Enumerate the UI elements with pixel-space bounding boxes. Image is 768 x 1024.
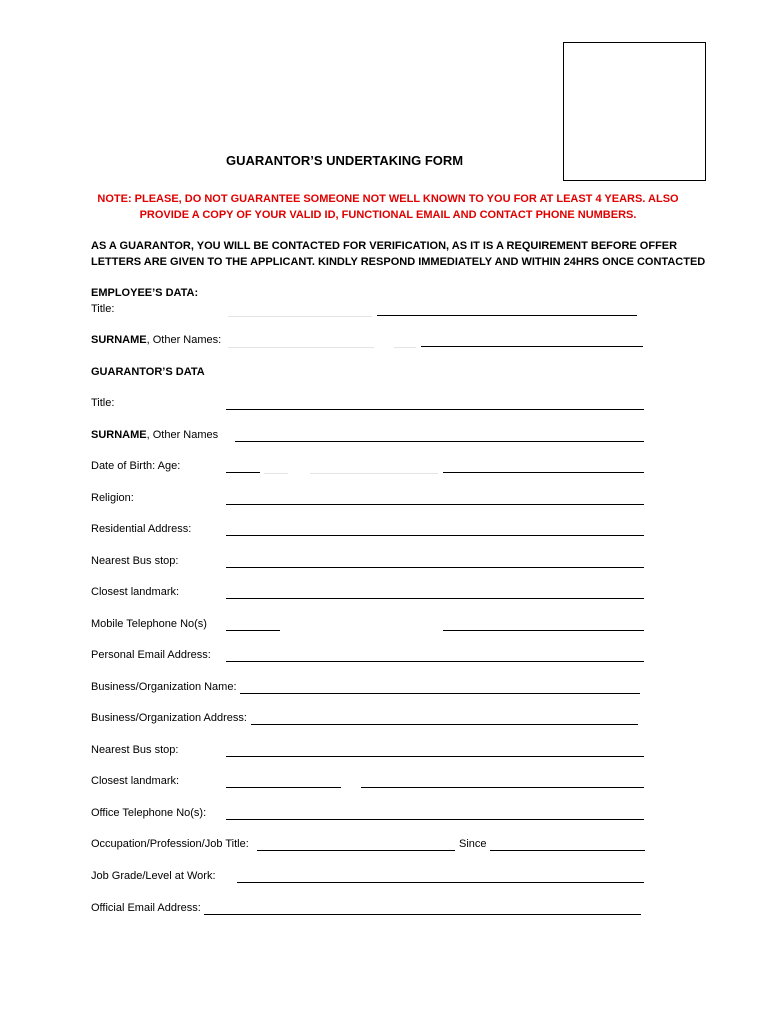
religion-field[interactable] <box>226 504 644 505</box>
guarantor-title-label: Title: <box>91 397 115 409</box>
org-name-label: Business/Organization Name: <box>91 681 237 693</box>
guarantor-surname-field[interactable] <box>235 441 644 442</box>
dob-field[interactable] <box>226 472 260 473</box>
employee-section-heading: EMPLOYEE’S DATA: <box>91 287 199 299</box>
guarantor-surname-bold: SURNAME <box>91 429 147 441</box>
intro-line-1: AS A GUARANTOR, YOU WILL BE CONTACTED FOR VERIFICATION, AS IT IS A REQUIREMENT BEFORE OFFER <box>91 240 678 252</box>
age-field[interactable] <box>443 472 644 473</box>
mobile-phone-field-1[interactable] <box>226 630 280 631</box>
religion-label: Religion: <box>91 492 134 504</box>
mobile-phone-label: Mobile Telephone No(s) <box>91 618 207 630</box>
dob-faint-line-2 <box>310 473 438 474</box>
dob-faint-line <box>264 473 288 474</box>
mobile-phone-field-2[interactable] <box>443 630 644 631</box>
nearest-bus-stop-field[interactable] <box>226 567 644 568</box>
guarantor-surname-label <box>91 429 218 441</box>
employee-title-label: Title: <box>91 303 115 315</box>
job-grade-field[interactable] <box>237 882 644 883</box>
since-label: Since <box>459 838 487 850</box>
dob-label: Date of Birth: Age: <box>91 460 181 472</box>
employee-title-faint-line <box>228 316 372 317</box>
org-name-field[interactable] <box>240 693 640 694</box>
nearest-bus-stop-label: Nearest Bus stop: <box>91 555 179 567</box>
official-email-label: Official Email Address: <box>91 902 201 914</box>
employee-surname-rest: , Other Names: <box>146 334 222 346</box>
closest-landmark-2-field-1[interactable] <box>226 787 341 788</box>
personal-email-label: Personal Email Address: <box>91 649 211 661</box>
personal-email-field[interactable] <box>226 661 644 662</box>
guarantor-surname-rest: , Other Names <box>146 429 219 441</box>
occupation-field[interactable] <box>257 850 455 851</box>
official-email-field[interactable] <box>204 914 641 915</box>
office-phone-field[interactable] <box>226 819 644 820</box>
employee-surname-faint-line <box>228 347 374 348</box>
nearest-bus-stop-2-label: Nearest Bus stop: <box>91 744 179 756</box>
employee-surname-field[interactable] <box>421 346 643 347</box>
warning-note <box>60 191 716 223</box>
org-address-field[interactable] <box>251 724 638 725</box>
warning-note-line-2: PROVIDE A COPY OF YOUR VALID ID, FUNCTIONAL EMAIL AND CONTACT PHONE NUMBERS. <box>139 209 637 221</box>
closest-landmark-field[interactable] <box>226 598 644 599</box>
since-field[interactable] <box>490 850 645 851</box>
employee-surname-faint-line-2 <box>394 347 416 348</box>
closest-landmark-label: Closest landmark: <box>91 586 180 598</box>
form-title: GUARANTOR’S UNDERTAKING FORM <box>226 153 464 168</box>
intro-text <box>91 238 705 270</box>
office-phone-label: Office Telephone No(s): <box>91 807 207 819</box>
employee-title-field[interactable] <box>377 315 637 316</box>
passport-photo-box <box>563 42 706 181</box>
closest-landmark-2-label: Closest landmark: <box>91 775 180 787</box>
guarantor-title-field[interactable] <box>226 409 644 410</box>
nearest-bus-stop-2-field[interactable] <box>226 756 644 757</box>
intro-line-2: LETTERS ARE GIVEN TO THE APPLICANT. KINDLY RESPOND IMMEDIATELY AND WITHIN 24HRS ONCE CONTACTED <box>91 256 706 268</box>
org-address-label: Business/Organization Address: <box>91 712 247 724</box>
residential-address-field[interactable] <box>226 535 644 536</box>
employee-surname-label <box>91 334 221 346</box>
residential-address-label: Residential Address: <box>91 523 192 535</box>
closest-landmark-2-field-2[interactable] <box>361 787 644 788</box>
job-grade-label: Job Grade/Level at Work: <box>91 870 216 882</box>
occupation-label: Occupation/Profession/Job Title: <box>91 838 249 850</box>
guarantor-section-heading: GUARANTOR’S DATA <box>91 366 205 378</box>
warning-note-line-1: NOTE: PLEASE, DO NOT GUARANTEE SOMEONE NOT WELL KNOWN TO YOU FOR AT LEAST 4 YEARS. ALSO <box>97 193 679 205</box>
employee-surname-bold: SURNAME <box>91 334 147 346</box>
